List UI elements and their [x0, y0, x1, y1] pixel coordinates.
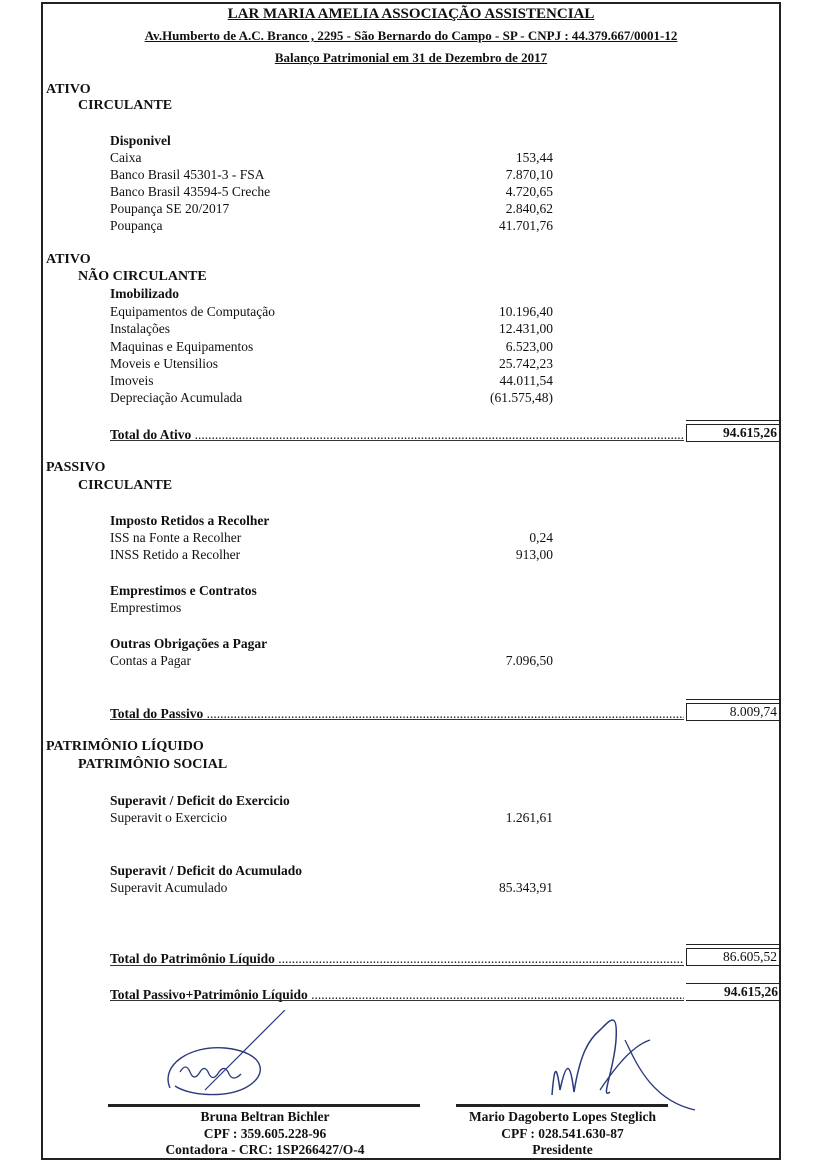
line-item-value: 10.196,40 — [499, 304, 553, 319]
line-item-value: 1.261,61 — [505, 810, 553, 825]
line-item-value: 2.840,62 — [505, 201, 553, 216]
total-patrimonio-value: 86.605,52 — [686, 948, 781, 966]
signature-line-left — [108, 1104, 420, 1107]
line-item-label: Instalações — [110, 321, 170, 336]
total-box-rule — [686, 699, 781, 700]
line-item-label: Banco Brasil 43594-5 Creche — [110, 184, 271, 199]
total-box-rule — [686, 420, 781, 421]
section-heading-patrimonio: PATRIMÔNIO LÍQUIDO — [46, 739, 204, 754]
line-item-label: Moveis e Utensilios — [110, 356, 218, 371]
signer-left-cpf: CPF : 359.605.228-96 — [203, 1126, 327, 1141]
line-item-value: 25.742,23 — [499, 356, 553, 371]
group-outras-obrigacoes: Outras Obrigações a Pagar — [110, 636, 268, 651]
total-rule — [110, 965, 684, 966]
total-ativo-value: 94.615,26 — [686, 424, 781, 442]
line-item-value: 7.096,50 — [505, 653, 553, 668]
line-item-label: Banco Brasil 45301-3 - FSA — [110, 167, 265, 182]
line-item-value: 0,24 — [529, 530, 553, 545]
total-passivo-value: 8.009,74 — [686, 703, 781, 721]
line-item-value: 4.720,65 — [505, 184, 553, 199]
entity-name: LAR MARIA AMELIA ASSOCIAÇÃO ASSISTENCIAL — [227, 6, 595, 22]
subheading-circulante: CIRCULANTE — [78, 98, 173, 113]
line-item-value: (61.575,48) — [490, 390, 553, 405]
total-rule — [110, 440, 684, 441]
line-item-label: Superavit Acumulado — [110, 880, 228, 895]
grand-total-label: Total Passivo+Patrimônio Líquido ..... — [110, 987, 684, 1003]
group-superavit-exercicio: Superavit / Deficit do Exercicio — [110, 793, 290, 808]
section-heading-passivo: PASSIVO — [46, 460, 106, 475]
total-ativo-label: Total do Ativo ..... — [110, 427, 684, 443]
subheading-patrimonio-social: PATRIMÔNIO SOCIAL — [78, 757, 228, 772]
signer-right-name: Mario Dagoberto Lopes Steglich — [468, 1109, 657, 1124]
line-item-value: 44.011,54 — [499, 373, 553, 388]
signer-right-role: Presidente — [532, 1142, 593, 1157]
total-rule — [110, 719, 684, 720]
line-item-value: 12.431,00 — [499, 321, 553, 336]
document-title: Balanço Patrimonial em 31 de Dezembro de 2017 — [274, 50, 548, 65]
line-item-label: Contas a Pagar — [110, 653, 191, 668]
signer-right-cpf: CPF : 028.541.630-87 — [501, 1126, 624, 1141]
line-item-value: 7.870,10 — [505, 167, 553, 182]
line-item-label: Depreciação Acumulada — [110, 390, 243, 405]
line-item-label: Poupança — [110, 218, 163, 233]
line-item-value: 85.343,91 — [499, 880, 553, 895]
line-item-value: 913,00 — [515, 547, 553, 562]
signer-left-role: Contadora - CRC: 1SP266427/O-4 — [165, 1142, 365, 1157]
group-imobilizado: Imobilizado — [110, 286, 180, 301]
group-superavit-acumulado: Superavit / Deficit do Acumulado — [110, 863, 303, 878]
line-item-label: Poupança SE 20/2017 — [110, 201, 230, 216]
line-item-label: Caixa — [110, 150, 142, 165]
line-item-label: Emprestimos — [110, 600, 182, 615]
line-item-value: 153,44 — [515, 150, 553, 165]
entity-address: Av.Humberto de A.C. Branco , 2295 - São Bernardo do Campo - SP - CNPJ : 44.379.667/0001-12 — [144, 28, 678, 43]
total-passivo-label: Total do Passivo ..... — [110, 706, 684, 722]
line-item-label: INSS Retido a Recolher — [110, 547, 241, 562]
line-item-value: 6.523,00 — [505, 339, 553, 354]
group-emprestimos: Emprestimos e Contratos — [110, 583, 257, 598]
total-patrimonio-label: Total do Patrimônio Líquido ..... — [110, 951, 684, 967]
line-item-label: ISS na Fonte a Recolher — [110, 530, 242, 545]
group-disponivel: Disponivel — [110, 133, 171, 148]
section-heading-ativo: ATIVO — [46, 82, 91, 97]
line-item-label: Superavit o Exercicio — [110, 810, 227, 825]
signature-left-handwriting — [150, 1010, 300, 1100]
section-heading-ativo: ATIVO — [46, 252, 91, 267]
line-item-label: Maquinas e Equipamentos — [110, 339, 254, 354]
signer-left-name: Bruna Beltran Bichler — [200, 1109, 330, 1124]
group-impostos: Imposto Retidos a Recolher — [110, 513, 270, 528]
signature-line-right — [456, 1104, 668, 1107]
line-item-value: 41.701,76 — [499, 218, 553, 233]
subheading-nao-circulante: NÃO CIRCULANTE — [78, 269, 207, 284]
line-item-label: Equipamentos de Computação — [110, 304, 275, 319]
subheading-circulante: CIRCULANTE — [78, 478, 173, 493]
grand-total-value: 94.615,26 — [686, 983, 781, 1001]
total-box-rule — [686, 944, 781, 945]
line-item-label: Imoveis — [110, 373, 154, 388]
